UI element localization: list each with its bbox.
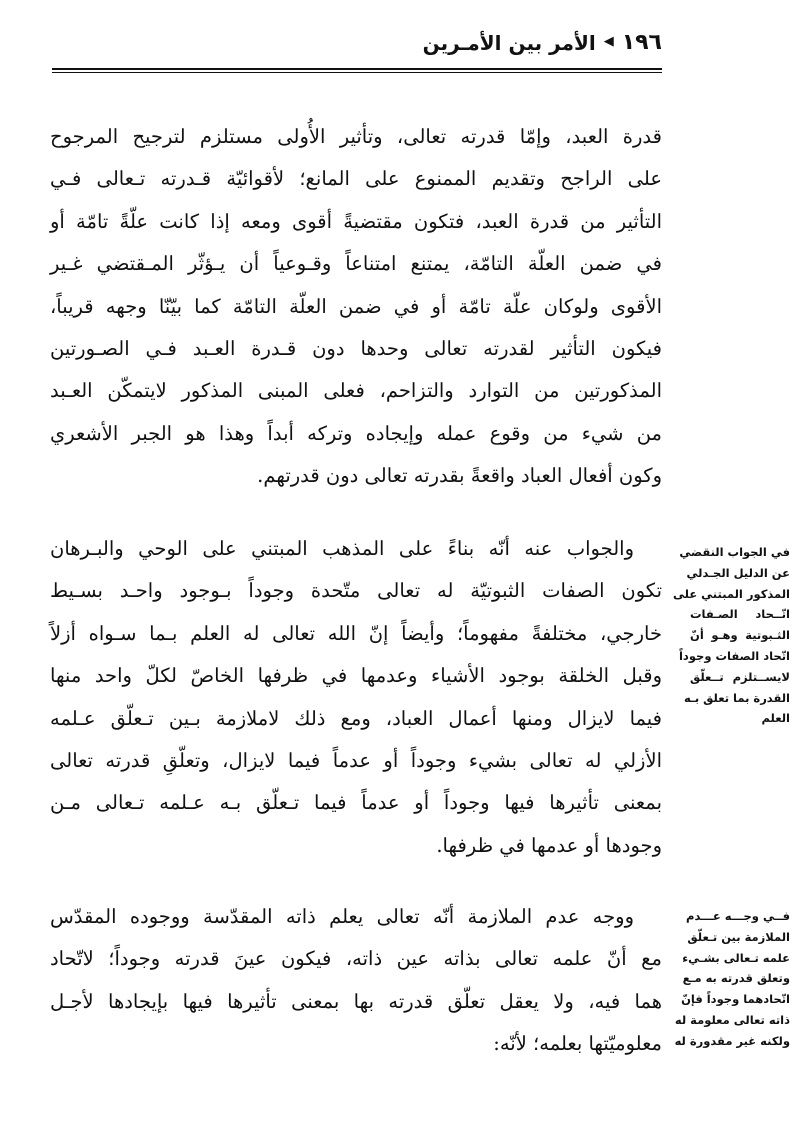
margin-note-line: في الجواب النقضي — [679, 545, 790, 559]
text-line: معلوميّتها بعلمه؛ لأنّه: — [493, 1032, 662, 1056]
text-line: والجواب عنه أنّه بناءً على المذهب المبتني على الوحي والبـرهان — [50, 537, 634, 560]
text-line: المذكورتين من التوارد والتزاحم، فعلى المبنى المذكور لايتمكّن العـبد — [50, 379, 662, 403]
text-line: من شيء من وقوع عمله وإيجاده وتركه أبداً وهذا هو الجبر الأشعري — [50, 421, 662, 445]
margin-note-line: الملازمة بين تـعلّق — [687, 929, 790, 944]
text-line: وقبل الخلقة بوجود الأشياء وعدمها في ظرفها الخاصّ لكلّ واحد منها — [50, 664, 662, 688]
margin-note-line: لايســتلزم تــعلّق — [690, 669, 790, 684]
text-line: هما فيه، ولا يعقل تعلّق قدرته بها بمعنى تأثيرها فيها بإيجادها لأجـل — [50, 989, 662, 1013]
text-line: وجودها أو عدمها في ظرفها. — [436, 833, 662, 857]
margin-note-line: وتعلق قدرته به مـع — [682, 971, 790, 986]
header-rule — [52, 68, 662, 70]
page-number: ١٩٦ — [621, 30, 662, 55]
text-line: مع أنّ علمه تعالى بذاته عين ذاته، فيكون عينَ قدرته وجوداً؛ لاتّحاد — [50, 947, 662, 971]
text-line: على الراجح وتقديم الممنوع على المانع؛ لأقوائيّة قـدرته تـعالى فـي — [50, 167, 662, 191]
margin-note-line: اتّحاد الصفات وجوداً — [678, 648, 790, 663]
text-line: فيكون التأثير لقدرته تعالى وحدها دون قـدرة العـبد فـي الصـورتين — [50, 336, 662, 360]
margin-note-line: العلم — [761, 711, 790, 726]
margin-note-line: فــي وجـــه عـــدم — [686, 909, 790, 923]
margin-note-line: الثـبوتية وهـو أنّ — [690, 628, 790, 643]
text-line: في ضمن العلّة التامّة، يمتنع امتناعاً وقـوعياً أن يـؤثّر المـقتضي غـير — [50, 252, 662, 276]
margin-note-line: اتّــحاد الصـفات — [690, 607, 790, 622]
triangle-left-icon: ◀ — [603, 34, 614, 49]
running-title: الأمر بين الأمـرين — [422, 30, 596, 55]
text-line: الأزلي له تعالى بشيء وجوداً أو عدماً فيما لايزال، وتعلّقِ قدرته تعالى — [50, 748, 662, 772]
margin-note-line: القدرة بما تعلق بـه — [683, 690, 790, 705]
margin-note-line: علمه تـعالى بشـيء — [682, 950, 790, 965]
text-line: الأقوى ولوكان علّة تامّة أو في ضمن العلّة التامّة كما بيّنّا وجهه قريباً، — [50, 294, 662, 318]
text-line: تكون الصفات الثبوتيّة له تعالى متّحدة وجوداً بـوجود واحـد بسـيط — [50, 579, 662, 603]
text-line: قدرة العبد، وإمّا قدرته تعالى، وتأثير الأُولى مستلزم لترجيح المرجوح — [50, 125, 662, 148]
margin-note-line: اتّحادهما وجوداً فإنّ — [681, 992, 790, 1007]
text-line: ووجه عدم الملازمة أنّه تعالى يعلم ذاته المقدّسة ووجوده المقدّس — [50, 905, 634, 928]
text-line: التأثير من قدرة العبد، فتكون مقتضيةً أقوى ومعه إذا كانت علّةً تامّة أو — [50, 209, 662, 233]
margin-note-2 — [674, 906, 790, 1052]
margin-note-1 — [672, 542, 790, 729]
text-line: وكون أفعال العباد واقعةً بقدرته تعالى دون قدرتهم. — [257, 464, 662, 488]
margin-note-line: ذاته تعالى معلومة له — [674, 1012, 790, 1027]
page-header — [52, 30, 662, 70]
margin-note-line: المذكور المبتني على — [672, 586, 790, 601]
paragraph-2 — [50, 528, 662, 867]
text-line: خارجي، مختلفةً مفهوماً؛ وأيضاً إنّ الله تعالى له العلم بـما سـواه أزلاً — [50, 621, 662, 645]
text-line: بمعنى تأثيرها فيها وجوداً أو عدماً فيما تـعلّق بـه عـلمه تـعالى مـن — [50, 791, 662, 815]
paragraph-3 — [50, 896, 662, 1066]
text-line: فيما لايزال ومنها أعمال العباد، ومع ذلك لاملازمة بـين تـعلّق عـلمه — [50, 706, 662, 730]
paragraph-1 — [50, 116, 662, 498]
header-rule-thin — [52, 72, 662, 73]
header-row — [423, 30, 662, 55]
margin-note-line: ولكنه غير مقدورة له — [674, 1033, 790, 1048]
margin-note-line: عن الدليل الجـدلي — [686, 565, 790, 580]
